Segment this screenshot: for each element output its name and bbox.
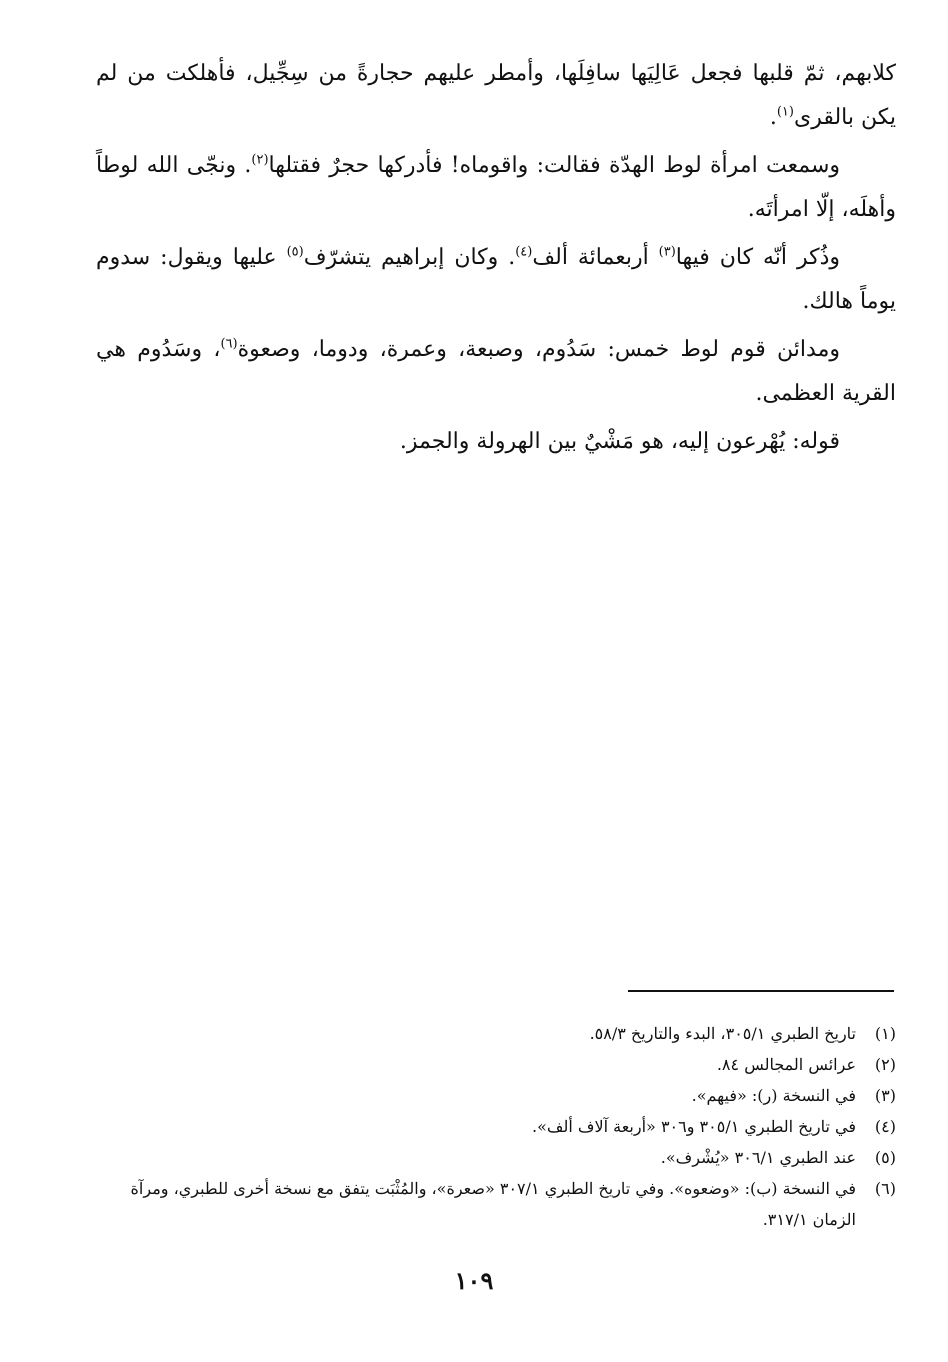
paragraph-1: كلابهم، ثمّ قلبها فجعل عَالِيَها سافِلَها، وأمطر عليهم حجارةً من سِجِّيل، فأهلكت من لم يكن بالقرى$^{(١)}$. [96,61,896,130]
footnote-number: (٣) [874,1086,896,1105]
paragraph-2: وسمعت امرأة لوط الهدّة فقالت: واقوماه! فأدركها حجرٌ فقتلها$^{(٢)}$. ونجّى الله لوطاً وأهلَه، إلّا امرأتَه. [96,152,896,222]
paragraph-5: قوله: يُهْرعون إليه، هو مَشْيٌ بين الهرولة والجمز. [399,429,840,454]
paragraph-4: ومدائن قوم لوط خمس: سَدُوم، وصبعة، وعمرة، ودوما، وصعوة$^{(٦)}$، وسَدُوم هي القرية العظمى. [96,336,896,406]
footnote-text: في تاريخ الطبري ٣٠٥/١ و٣٠٦ «أربعة آلاف ألف». [532,1117,856,1136]
footnote-ref-4[interactable]: (٤) [515,244,533,260]
footnote-separator [628,990,894,992]
footnote-number: (١) [874,1024,896,1043]
footnote-text: في النسخة (ب): «وضعوه». وفي تاريخ الطبري ٣٠٧/١ «صعرة»، والمُثْبَت يتفق مع نسخة أخرى للطبري، ومرآة الزمان ٣١٧/١. [130,1179,856,1229]
footnote-text: تاريخ الطبري ٣٠٥/١، البدء والتاريخ ٥٨/٣. [589,1024,856,1043]
footnote-5 [96,1142,896,1173]
footnotes [96,1018,896,1235]
footnote-1 [96,1018,896,1049]
footnote-number: (٢) [874,1055,896,1074]
footnote-ref-3[interactable]: (٣) [658,244,676,260]
page-number: ١٠٩ [454,1266,494,1295]
footnote-ref-5[interactable]: (٥) [286,244,304,260]
footnote-6 [96,1173,896,1235]
footnote-text: في النسخة (ر): «فيهم». [691,1086,856,1105]
footnote-number: (٤) [874,1117,896,1136]
footnote-text: عند الطبري ٣٠٦/١ «يُشْرف». [660,1148,856,1167]
footnote-text: عرائس المجالس ٨٤. [716,1055,856,1074]
footnote-ref-1[interactable]: (١) [776,104,794,120]
footnote-4 [96,1111,896,1142]
main-text [96,52,896,468]
footnote-ref-2[interactable]: (٢) [251,152,269,168]
footnote-3 [96,1080,896,1111]
footnote-number: (٥) [874,1148,896,1167]
footnote-ref-6[interactable]: (٦) [220,336,238,352]
paragraph-3: وذُكر أنّه كان فيها$^{(٣)}$ أربعمائة ألف$^{(٤)}$. وكان إبراهيم يتشرّف$^{(٥)}$ عليها ويقول: سدوم يوماً هالك. [96,244,896,314]
footnote-number: (٦) [874,1179,896,1198]
footnote-2 [96,1049,896,1080]
